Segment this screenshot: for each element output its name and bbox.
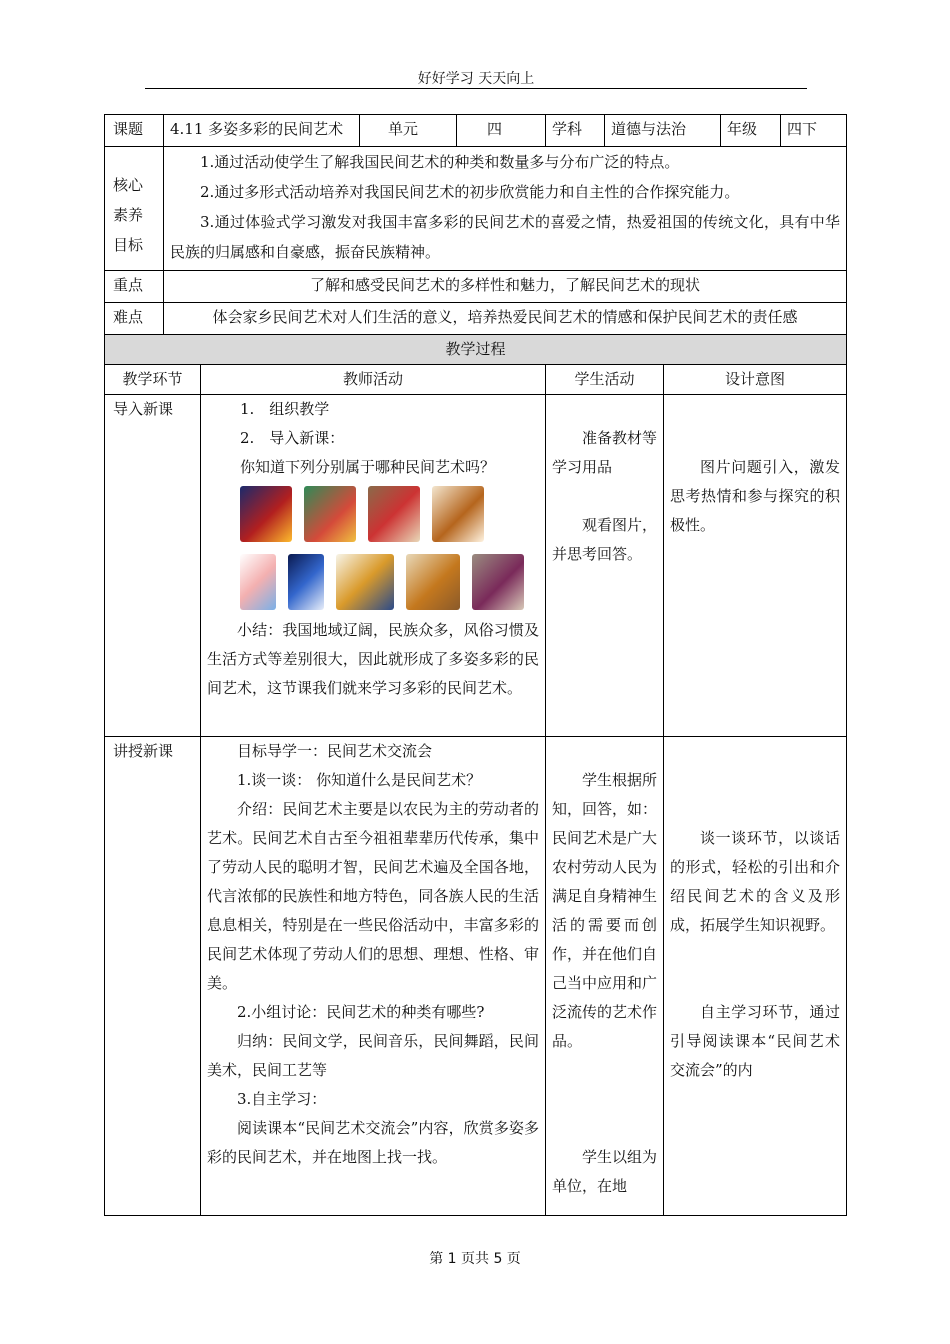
intro-summary: 小结：我国地域辽阔，民族众多，风俗习惯及生活方式等差别很大，因此就形成了多姿多彩的民间艺术，这节课我们就来学习多彩的民间艺术。 [207,621,540,697]
unit-value: 四 [457,115,546,147]
difficulty-text: 体会家乡民间艺术对人们生活的意义，培养热爱民间艺术的情感和保护民间艺术的责任感 [164,303,847,335]
teach-goal: 目标导学一：民间艺术交流会 [237,742,433,760]
teach-discuss: 2.小组讨论：民间艺术的种类有哪些? [237,1003,485,1021]
folk-art-images-row-2 [240,554,539,610]
subject-value: 道德与法治 [605,115,721,147]
paper-kite-image [240,554,276,610]
intro-row [105,395,847,737]
header-student: 学生活动 [546,365,664,395]
core-goals-row [105,147,847,271]
intro-intent-text: 图片问题引入，激发思考热情和参与探究的积极性。 [670,458,841,534]
teach-intro-text: 介绍：民间艺术主要是以农民为主的劳动者的艺术。民间艺术自古至今祖祖辈辈历代传承，集中了劳动人民的聪明才智，民间艺术遍及全国各地，代言浓郁的民族性和地方特色，同各族人民的生活息息相关，特别是在一些民俗活动中，丰富多彩的民间艺术体现了劳动人们的思想、理想、性格、审美。 [207,800,540,992]
teach-student [546,737,664,1216]
key-point-label: 重点 [105,271,164,303]
core-goals-label-1: 核心 [113,176,144,194]
teach-intent [664,737,847,1216]
core-goal-item: 1.通过活动使学生了解我国民间艺术的种类和数量多与分布广泛的特点。 [200,153,680,171]
lesson-plan-table [104,114,847,1216]
teach-student-2: 学生以组为单位，在地 [552,1148,658,1195]
teach-intent-1: 谈一谈环节，以谈话的形式，轻松的引出和介绍民间艺术的含义及形成，拓展学生知识视野。 [670,829,841,934]
teach-summary: 归纳：民间文学，民间音乐，民间舞蹈，民间美术，民间工艺等 [207,1032,540,1079]
folk-music-image [368,486,420,542]
intro-intent [664,395,847,737]
blue-white-porcelain-image [288,554,324,610]
core-goal-item: 3.通过体验式学习激发对我国丰富多彩的民间艺术的喜爱之情，热爱祖国的传统文化，具有中华民族的归属感和自豪感，振奋民族精神。 [170,213,841,261]
intro-step-1: 1. 组织教学 [240,400,330,418]
folk-dance-image [304,486,356,542]
difficulty-row [105,303,847,335]
difficulty-label: 难点 [105,303,164,335]
grade-value: 四下 [781,115,847,147]
teach-stage: 讲授新课 [105,737,201,1216]
unit-label: 单元 [360,115,457,147]
page-header: 好好学习 天天向上 [417,71,535,87]
core-goals-content [164,147,847,271]
process-header-row [105,365,847,395]
shadow-puppet-image [432,486,484,542]
subject-label: 学科 [546,115,605,147]
header-divider [145,88,807,89]
folk-opera-image [240,486,292,542]
teach-self-study: 3.自主学习： [237,1090,327,1108]
teach-student-1: 学生根据所知，回答，如：民间艺术是广大农村劳动人民为满足自身精神生活的需要而创作，并在他们自己当中应用和广泛流传的艺术作品。 [552,771,658,1050]
teach-read: 阅读课本“民间艺术交流会”内容，欣赏多姿多彩的民间艺术，并在地图上找一找。 [207,1119,540,1166]
core-goals-label-3: 目标 [113,236,144,254]
clay-figurine-image [406,554,460,610]
intro-student-2: 观看图片，并思考回答。 [552,516,658,563]
teach-talk: 1.谈一谈： 你知道什么是民间艺术？ [237,771,482,789]
header-intent: 设计意图 [664,365,847,395]
core-goals-label-2: 素养 [113,206,144,224]
info-row [105,115,847,147]
teach-intent-2: 自主学习环节，通过引导阅读课本“民间艺术交流会”的内 [670,1003,841,1079]
intro-stage: 导入新课 [105,395,201,737]
core-goal-item: 2.通过多形式活动培养对我国民间艺术的初步欣赏能力和自主性的合作探究能力。 [200,183,740,201]
header-stage: 教学环节 [105,365,201,395]
grade-label: 年级 [721,115,781,147]
key-point-row [105,271,847,303]
intro-question: 你知道下列分别属于哪种民间艺术吗？ [240,458,496,476]
lion-dance-image [336,554,394,610]
teach-row [105,737,847,1216]
intro-student-1: 准备教材等学习用品 [552,429,658,476]
folk-art-images-row-1 [240,486,539,542]
process-title: 教学过程 [105,335,847,365]
page-footer: 第 1 页共 5 页 [429,1251,521,1267]
process-title-row [105,335,847,365]
intro-teacher [201,395,546,737]
puppet-show-image [472,554,524,610]
intro-student [546,395,664,737]
topic-value: 4.11 多姿多彩的民间艺术 [164,115,360,147]
intro-step-2: 2. 导入新课： [240,429,345,447]
core-goals-label [105,147,164,271]
topic-label: 课题 [105,115,164,147]
header-teacher: 教师活动 [201,365,546,395]
teach-teacher [201,737,546,1216]
key-point-text: 了解和感受民间艺术的多样性和魅力，了解民间艺术的现状 [164,271,847,303]
